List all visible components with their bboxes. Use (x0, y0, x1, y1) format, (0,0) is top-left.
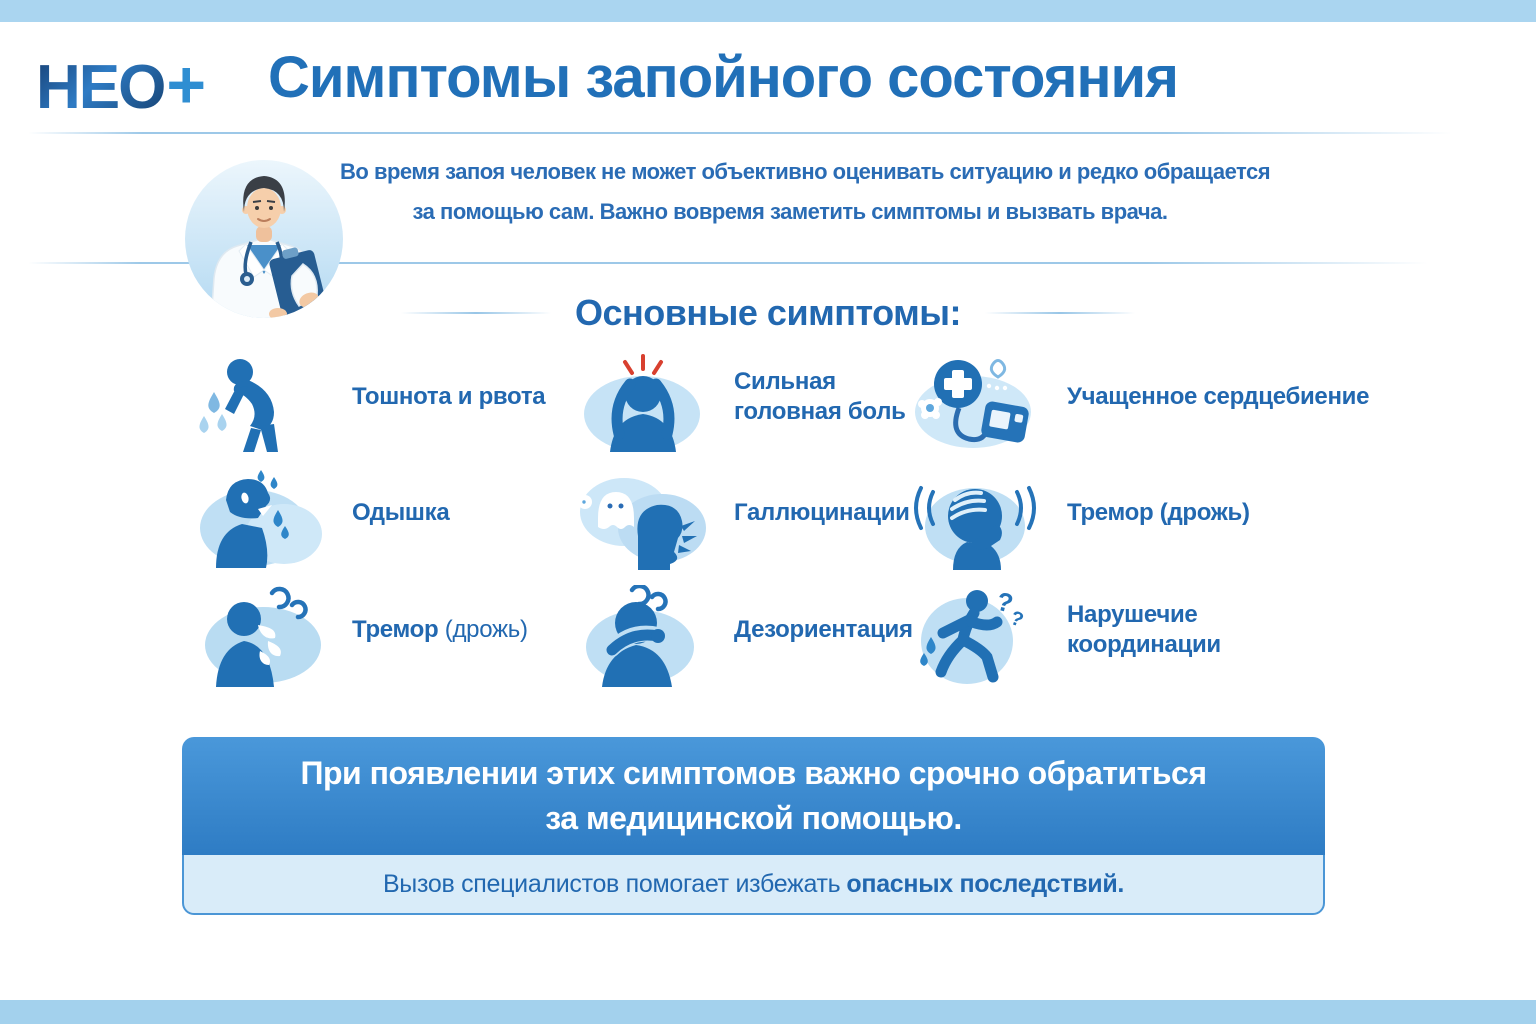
intro-line-1: Во время запоя человек не может объективно оценивать ситуацию и редко обращается (340, 159, 1271, 184)
hallucinations-icon (570, 468, 720, 570)
bottom-accent-band (0, 1000, 1536, 1024)
intro-line-2: за помощью сам. Важно вовремя заметить симптомы и вызвать врача. (412, 199, 1168, 224)
callout-footer-bold: опасных последствий. (846, 869, 1125, 898)
symptom-label: Галлюцинации (734, 499, 910, 526)
logo-text: НЕО (36, 53, 165, 122)
top-accent-band (0, 0, 1536, 22)
symptom-label: Тремор (дрожь) (1067, 499, 1250, 526)
warning-callout (182, 737, 1325, 915)
tremor-shaking-icon (188, 585, 338, 687)
symptom-heartbeat (903, 352, 1370, 454)
heading-rule-left (401, 312, 551, 314)
symptom-headache (570, 352, 934, 454)
symptom-coordination (903, 585, 1247, 687)
callout-footer (182, 855, 1325, 915)
symptom-label: Учащенное сердцебиение (1067, 383, 1370, 410)
header-divider (28, 132, 1452, 134)
disorientation-icon (570, 585, 720, 687)
symptom-tremor-hand (903, 468, 1297, 570)
callout-main (182, 737, 1325, 855)
section-heading-text: Основные симптомы: (575, 292, 961, 333)
page-title: Симптомы запойного состояния (268, 45, 1179, 110)
shortness-of-breath-icon (188, 468, 338, 570)
callout-footer-text: Вызов специалистов помогает избежать (382, 869, 841, 898)
heading-rule-right (985, 312, 1135, 314)
symptom-tremor-shaking (188, 585, 592, 687)
severe-headache-icon (570, 352, 720, 454)
doctor-illustration (183, 146, 345, 327)
svg-text:?: ? (993, 585, 1017, 619)
callout-line-1: При появлении этих симптомов важно срочно обратиться (300, 755, 1207, 791)
symptom-label: Тошнота и рвота (352, 383, 546, 410)
nausea-vomiting-icon (188, 352, 338, 454)
impaired-coordination-icon (903, 585, 1053, 687)
symptom-label: Сильная головная боль (734, 368, 906, 425)
intro-text (340, 152, 1271, 232)
doctor-icon (183, 146, 345, 322)
logo-plus-icon: + (166, 47, 205, 123)
rapid-heartbeat-icon (903, 352, 1053, 454)
symptom-label: Дезориентация (734, 616, 913, 643)
callout-line-2: за медицинской помощью. (545, 800, 962, 836)
svg-text:?: ? (1007, 607, 1027, 632)
symptom-label: Нарушечие координации (1067, 601, 1221, 658)
symptom-breath (188, 468, 552, 570)
symptom-nausea (188, 352, 592, 454)
symptom-label: Тремор (дрожь) (352, 616, 528, 643)
tremor-hand-icon (903, 468, 1053, 570)
neo-plus-logo (36, 46, 204, 124)
symptom-label: Одышка (352, 499, 450, 526)
